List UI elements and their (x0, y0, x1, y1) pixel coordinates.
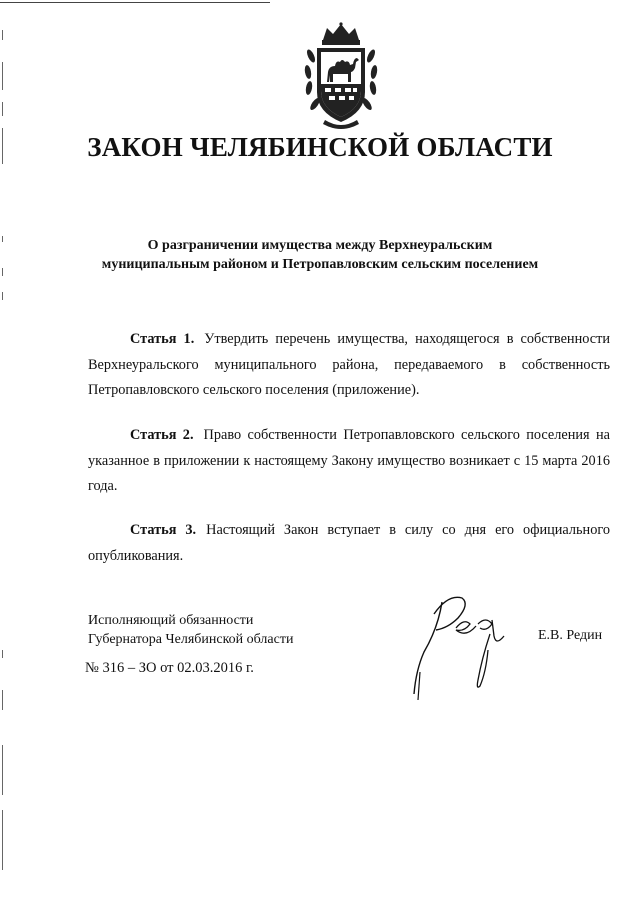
article-label: Статья 3. (130, 522, 197, 538)
coat-of-arms-icon (303, 22, 379, 130)
article-text: Утвердить перечень имущества, находящегося в собственности Верхнеуральского муниципального района, передаваемого в собственность Петропавловского сельского поселения (приложение). (88, 331, 610, 399)
article-label: Статья 2. (130, 427, 194, 443)
article-1 (88, 327, 610, 404)
signer-position-line: Губернатора Челябинской области (88, 632, 294, 647)
signer-position (88, 611, 293, 649)
article-text: Право собственности Петропавловского сельского поселения на указанное в приложении к настоящему Закону имущество возникает с 15 марта 2016 года. (88, 427, 610, 495)
signer-name: Е.В. Редин (538, 628, 603, 643)
article-text: Настоящий Закон вступает в силу со дня его официального опубликования. (88, 522, 610, 564)
article-3 (88, 518, 610, 569)
signer-position-line: Исполняющий обязанности (88, 613, 254, 628)
law-number: № 316 – ЗО от 02.03.2016 г. (85, 660, 254, 676)
document-subtitle: О разграничении имущества между Верхнеуральским муниципальным районом и Петропавловским сельским поселением (101, 238, 539, 272)
top-rule (0, 2, 270, 3)
handwritten-signature-icon (408, 588, 518, 700)
document-title: ЗАКОН ЧЕЛЯБИНСКОЙ ОБЛАСТИ (87, 132, 553, 162)
article-2 (88, 423, 610, 500)
article-label: Статья 1. (130, 331, 195, 347)
